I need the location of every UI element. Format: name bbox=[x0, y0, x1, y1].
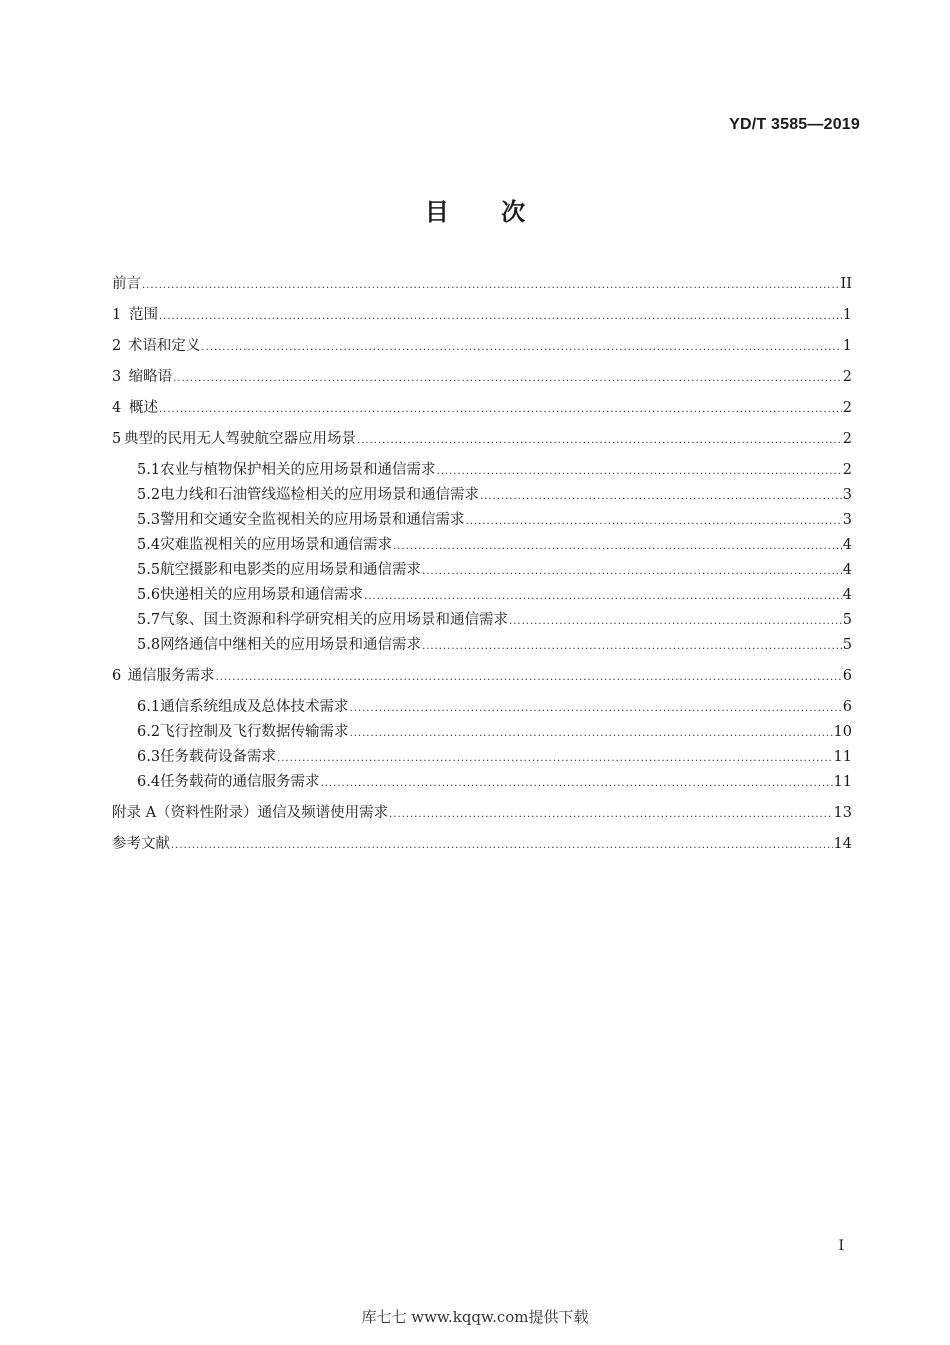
toc-entry-page: 6 bbox=[842, 668, 852, 684]
toc-dot-leader bbox=[466, 510, 842, 534]
toc-entry-number: 6.3 bbox=[137, 749, 161, 765]
toc-dot-leader bbox=[216, 666, 842, 690]
page-number: I bbox=[838, 1238, 844, 1254]
toc-entry-number: 5.6 bbox=[137, 587, 161, 603]
toc-entry-number: 5.5 bbox=[137, 562, 161, 578]
toc-entry-page: 2 bbox=[842, 369, 852, 385]
toc-entry-number: 5.4 bbox=[137, 537, 161, 553]
toc-dot-leader bbox=[201, 336, 841, 360]
toc-entry-number: 5.3 bbox=[137, 512, 161, 528]
toc-dot-leader bbox=[277, 747, 832, 771]
toc-dot-leader bbox=[142, 274, 840, 298]
toc-entry-page: II bbox=[840, 276, 852, 292]
toc-entry[interactable] bbox=[112, 664, 852, 695]
toc-dot-leader bbox=[159, 398, 842, 422]
toc-entry-page: 5 bbox=[842, 637, 852, 653]
toc-entry-title: 快递相关的应用场景和通信需求 bbox=[160, 587, 364, 603]
toc-entry-page: 2 bbox=[842, 400, 852, 416]
toc-entry-title: 附录 A（资料性附录）通信及频谱使用需求 bbox=[112, 805, 389, 821]
toc-entry-page: 13 bbox=[833, 805, 852, 821]
toc-dot-leader bbox=[509, 610, 842, 634]
toc-entry-number: 6.2 bbox=[137, 724, 161, 740]
toc-entry-number: 5.7 bbox=[137, 612, 161, 628]
toc-entry-number: 5.8 bbox=[137, 637, 161, 653]
toc-entry-number: 6.1 bbox=[137, 699, 161, 715]
toc-dot-leader bbox=[350, 697, 842, 721]
toc-entry[interactable] bbox=[112, 801, 852, 832]
toc-entry-page: 1 bbox=[842, 307, 852, 323]
toc-entry[interactable] bbox=[112, 334, 852, 365]
toc-entry[interactable] bbox=[112, 583, 852, 608]
toc-entry-title: 任务载荷的通信服务需求 bbox=[160, 774, 320, 790]
toc-entry-page: 2 bbox=[842, 431, 852, 447]
toc-entry[interactable] bbox=[112, 608, 852, 633]
toc-entry-title: 灾难监视相关的应用场景和通信需求 bbox=[160, 537, 393, 553]
standard-code: YD/T 3585—2019 bbox=[729, 116, 860, 133]
toc-entry[interactable] bbox=[112, 427, 852, 458]
toc-entry-page: 3 bbox=[842, 512, 852, 528]
toc-entry[interactable] bbox=[112, 633, 852, 658]
toc-entry-title: 典型的民用无人驾驶航空器应用场景 bbox=[124, 431, 357, 447]
toc-entry[interactable] bbox=[112, 396, 852, 427]
toc-entry-title: 警用和交通安全监视相关的应用场景和通信需求 bbox=[160, 512, 465, 528]
toc-entry-page: 5 bbox=[842, 612, 852, 628]
toc-dot-leader bbox=[350, 722, 833, 746]
toc-entry-title: 任务载荷设备需求 bbox=[160, 749, 277, 765]
toc-entry-title: 通信系统组成及总体技术需求 bbox=[160, 699, 349, 715]
toc-entry-page: 14 bbox=[833, 836, 852, 852]
toc-entry[interactable] bbox=[112, 770, 852, 795]
toc-dot-leader bbox=[173, 367, 842, 391]
toc-entry[interactable] bbox=[112, 720, 852, 745]
toc-entry-number: 5.1 bbox=[137, 462, 161, 478]
toc-entry[interactable] bbox=[112, 458, 852, 483]
toc-dot-leader bbox=[171, 834, 833, 858]
toc-dot-leader bbox=[389, 803, 832, 827]
toc-entry-title: 前言 bbox=[112, 276, 141, 292]
toc-entry-number: 5.2 bbox=[137, 487, 161, 503]
toc-entry-page: 6 bbox=[842, 699, 852, 715]
toc-entry-page: 1 bbox=[842, 338, 852, 354]
toc-entry-title: 飞行控制及飞行数据传输需求 bbox=[160, 724, 349, 740]
toc-entry-page: 3 bbox=[842, 487, 852, 503]
toc-entry-page: 2 bbox=[842, 462, 852, 478]
toc-entry-title: 术语和定义 bbox=[127, 338, 201, 354]
toc-dot-leader bbox=[364, 585, 842, 609]
toc-entry-number: 4 bbox=[112, 400, 122, 416]
toc-entry[interactable] bbox=[112, 695, 852, 720]
toc-entry-number: 6.4 bbox=[137, 774, 161, 790]
toc-entry[interactable] bbox=[112, 508, 852, 533]
toc-entry-page: 4 bbox=[842, 562, 852, 578]
toc-entry[interactable] bbox=[112, 533, 852, 558]
toc-dot-leader bbox=[393, 535, 842, 559]
toc-entry-page: 4 bbox=[842, 587, 852, 603]
toc-entry-number: 2 bbox=[112, 338, 122, 354]
download-footer: 库七七 www.kqqw.com提供下载 bbox=[361, 1308, 589, 1326]
toc-entry-number: 3 bbox=[112, 369, 122, 385]
toc-dot-leader bbox=[437, 460, 842, 484]
toc-entry-title: 缩略语 bbox=[128, 369, 173, 385]
toc-entry-number: 5 bbox=[112, 431, 122, 447]
toc-entry-title: 电力线和石油管线巡检相关的应用场景和通信需求 bbox=[160, 487, 480, 503]
toc-entry-title: 参考文献 bbox=[112, 836, 170, 852]
toc-entry-title: 航空摄影和电影类的应用场景和通信需求 bbox=[160, 562, 422, 578]
toc-entry-page: 10 bbox=[833, 724, 852, 740]
toc-entry-number: 1 bbox=[112, 307, 122, 323]
toc-dot-leader bbox=[357, 429, 842, 453]
toc-entry-title: 范围 bbox=[128, 307, 158, 323]
toc-entry-title: 概述 bbox=[128, 400, 158, 416]
toc-entry-title: 通信服务需求 bbox=[127, 668, 215, 684]
toc-entry-page: 4 bbox=[842, 537, 852, 553]
page-title: 目 次 bbox=[424, 198, 526, 226]
toc-dot-leader bbox=[422, 560, 842, 584]
toc-entry[interactable] bbox=[112, 832, 852, 863]
toc-entry[interactable] bbox=[112, 272, 852, 303]
toc-dot-leader bbox=[422, 635, 842, 659]
toc-entry[interactable] bbox=[112, 365, 852, 396]
toc-entry[interactable] bbox=[112, 558, 852, 583]
toc-entry[interactable] bbox=[112, 303, 852, 334]
toc-entry-title: 气象、国土资源和科学研究相关的应用场景和通信需求 bbox=[160, 612, 509, 628]
toc-entry-title: 农业与植物保护相关的应用场景和通信需求 bbox=[160, 462, 436, 478]
toc-entry-page: 11 bbox=[833, 749, 852, 765]
toc-dot-leader bbox=[321, 772, 833, 796]
toc-entry-page: 11 bbox=[833, 774, 852, 790]
toc-dot-leader bbox=[480, 485, 842, 509]
toc-entry[interactable] bbox=[112, 483, 852, 508]
toc-entry-number: 6 bbox=[112, 668, 122, 684]
toc-entry-title: 网络通信中继相关的应用场景和通信需求 bbox=[160, 637, 422, 653]
toc-entry[interactable] bbox=[112, 745, 852, 770]
toc-dot-leader bbox=[159, 305, 842, 329]
table-of-contents bbox=[112, 272, 852, 863]
